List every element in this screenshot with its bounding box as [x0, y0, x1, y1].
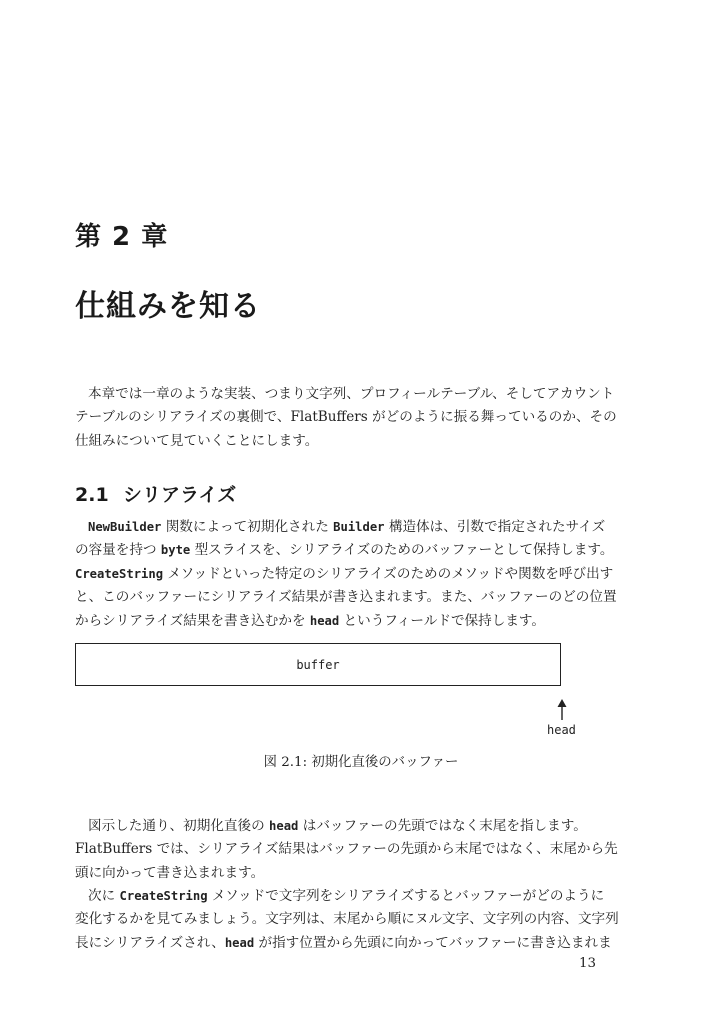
- head-label: head: [547, 723, 576, 737]
- text-segment: が指す位置から先頭に向かってバッファーに書き込まれま: [254, 934, 612, 951]
- createstring-line-3: [75, 932, 612, 955]
- chapter-title: 仕組みを知る: [75, 289, 261, 324]
- createstring-line-1: [75, 885, 605, 908]
- code-builder: Builder: [333, 520, 385, 534]
- intro-line-3: 仕組みについて見ていくことにします。: [75, 432, 319, 449]
- text-segment: 図示した通り、初期化直後の: [88, 818, 270, 834]
- text-segment: 型スライスを、シリアライズのためのバッファーとして保持します。: [190, 542, 614, 559]
- section-title: シリアライズ: [123, 484, 237, 506]
- code-byte: byte: [160, 543, 191, 558]
- head-line-3: 頭に向かって書き込まれます。: [75, 864, 265, 881]
- text-segment: からシリアライズ結果を書き込むかを: [75, 612, 310, 629]
- code-createstring: CreateString: [75, 566, 164, 581]
- intro-line-2: テーブルのシリアライズの裏側で、FlatBuffers がどのように振る舞っているのか、その: [75, 409, 617, 426]
- code-createstring: CreateString: [119, 889, 208, 903]
- text-segment: 関数によって初期化された: [161, 519, 334, 535]
- createstring-paragraph: [75, 885, 619, 955]
- code-head: head: [269, 819, 299, 833]
- intro-paragraph: [75, 383, 617, 453]
- builder-line-3: [75, 563, 614, 586]
- page-number: 13: [578, 956, 596, 971]
- text-segment: の容量を持つ: [75, 542, 161, 559]
- builder-line-5: [75, 610, 599, 633]
- buffer-label: buffer: [296, 657, 340, 672]
- figure-caption: 図 2.1: 初期化直後のバッファー: [263, 755, 459, 770]
- builder-line-4: と、このバッファーにシリアライズ結果が書き込まれます。また、バッファーのどの位置: [75, 589, 617, 606]
- builder-line-1: [75, 516, 606, 539]
- code-head: head: [309, 613, 340, 628]
- head-line-2: FlatBuffers では、シリアライズ結果はバッファーの先頭から末尾ではなく、末尾から先: [75, 841, 618, 858]
- code-newbuilder: NewBuilder: [88, 520, 162, 534]
- text-segment: 次に: [88, 888, 120, 904]
- head-paragraph: [75, 815, 618, 885]
- head-pointer-arrow-icon: [555, 699, 569, 721]
- text-segment: はバッファーの先頭ではなく末尾を指します。: [298, 818, 587, 834]
- section-heading: [75, 480, 236, 507]
- code-head: head: [224, 935, 255, 950]
- text-segment: メソッドで文字列をシリアライズするとバッファーがどのように: [207, 888, 605, 904]
- chapter-label: 第 2 章: [75, 222, 169, 252]
- section-number: 2.1: [75, 484, 109, 506]
- text-segment: というフィールドで保持します。: [339, 612, 546, 629]
- head-line-1: [75, 815, 599, 838]
- text-segment: 構造体は、引数で指定されたサイズ: [384, 519, 606, 535]
- createstring-line-2: 変化するかを見てみましょう。文字列は、末尾から順にヌル文字、文字列の内容、文字列: [75, 911, 619, 928]
- builder-paragraph: [75, 516, 617, 633]
- builder-line-2: [75, 539, 614, 562]
- buffer-diagram-box: [75, 643, 561, 686]
- text-segment: 長にシリアライズされ、: [75, 934, 225, 951]
- intro-line-1: 本章では一章のような実装、つまり文字列、プロフィールテーブル、そしてアカウント: [88, 386, 615, 402]
- text-segment: メソッドといった特定のシリアライズのためのメソッドや関数を呼び出す: [163, 565, 614, 582]
